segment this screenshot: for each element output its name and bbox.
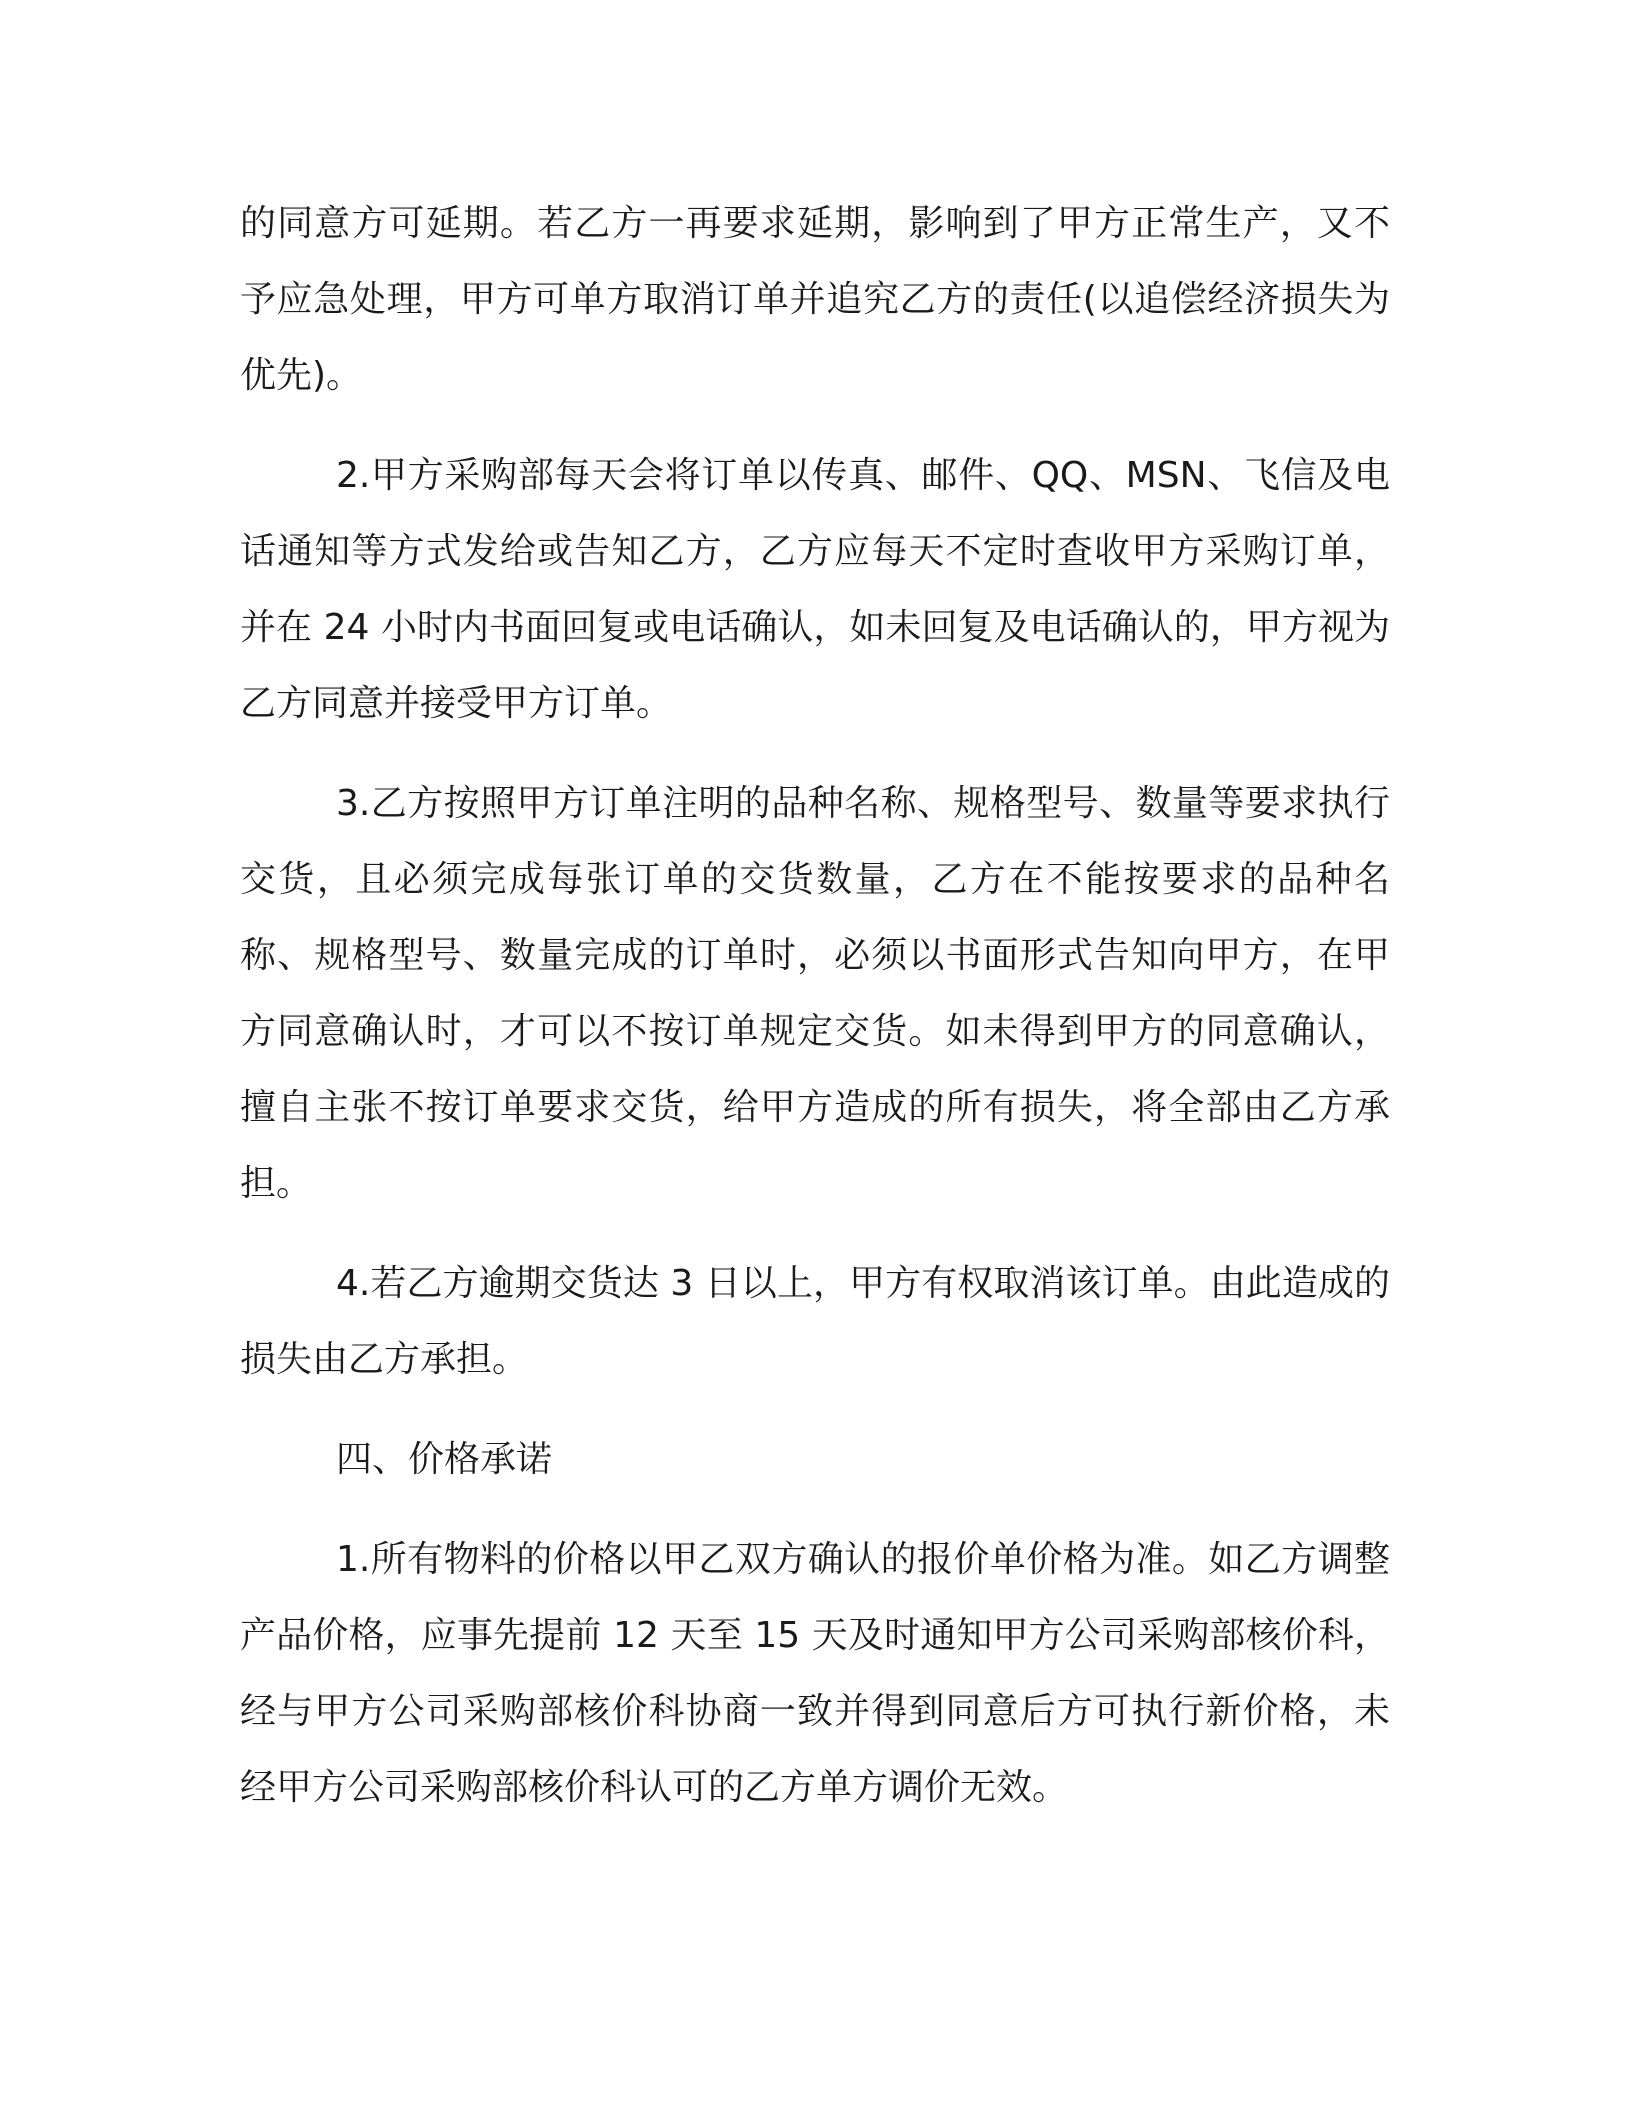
section-heading-price: 四、价格承诺 [336,1439,553,1480]
paragraph-price-item-1: 1.所有物料的价格以甲乙双方确认的报价单价格为准。如乙方调整产品价格，应事先提前 12 天至 15 天及时通知甲方公司采购部核价科，经与甲方公司采购部核价科协商一致并得到同意后方可执行新价格，未经甲方公司采购部核价科认可的乙方单方调价无效。 [240,1539,1390,1808]
paragraph-item-3: 3.乙方按照甲方订单注明的品种名称、规格型号、数量等要求执行交货，且必须完成每张订单的交货数量，乙方在不能按要求的品种名称、规格型号、数量完成的订单时，必须以书面形式告知向甲方，在甲方同意确认时，才可以不按订单规定交货。如未得到甲方的同意确认，擅自主张不按订单要求交货，给甲方造成的所有损失，将全部由乙方承担。 [240,783,1390,1204]
paragraph-continuation: 的同意方可延期。若乙方一再要求延期，影响到了甲方正常生产，又不予应急处理，甲方可单方取消订单并追究乙方的责任(以追偿经济损失为优先)。 [240,203,1390,396]
paragraph-item-4: 4.若乙方逾期交货达 3 日以上，甲方有权取消该订单。由此造成的损失由乙方承担。 [240,1263,1390,1380]
paragraph-item-2: 2.甲方采购部每天会将订单以传真、邮件、QQ、MSN、飞信及电话通知等方式发给或告知乙方，乙方应每天不定时查收甲方采购订单，并在 24 小时内书面回复或电话确认，如未回复及电话确认的，甲方视为乙方同意并接受甲方订单。 [240,455,1390,724]
document-body [240,186,1390,1850]
